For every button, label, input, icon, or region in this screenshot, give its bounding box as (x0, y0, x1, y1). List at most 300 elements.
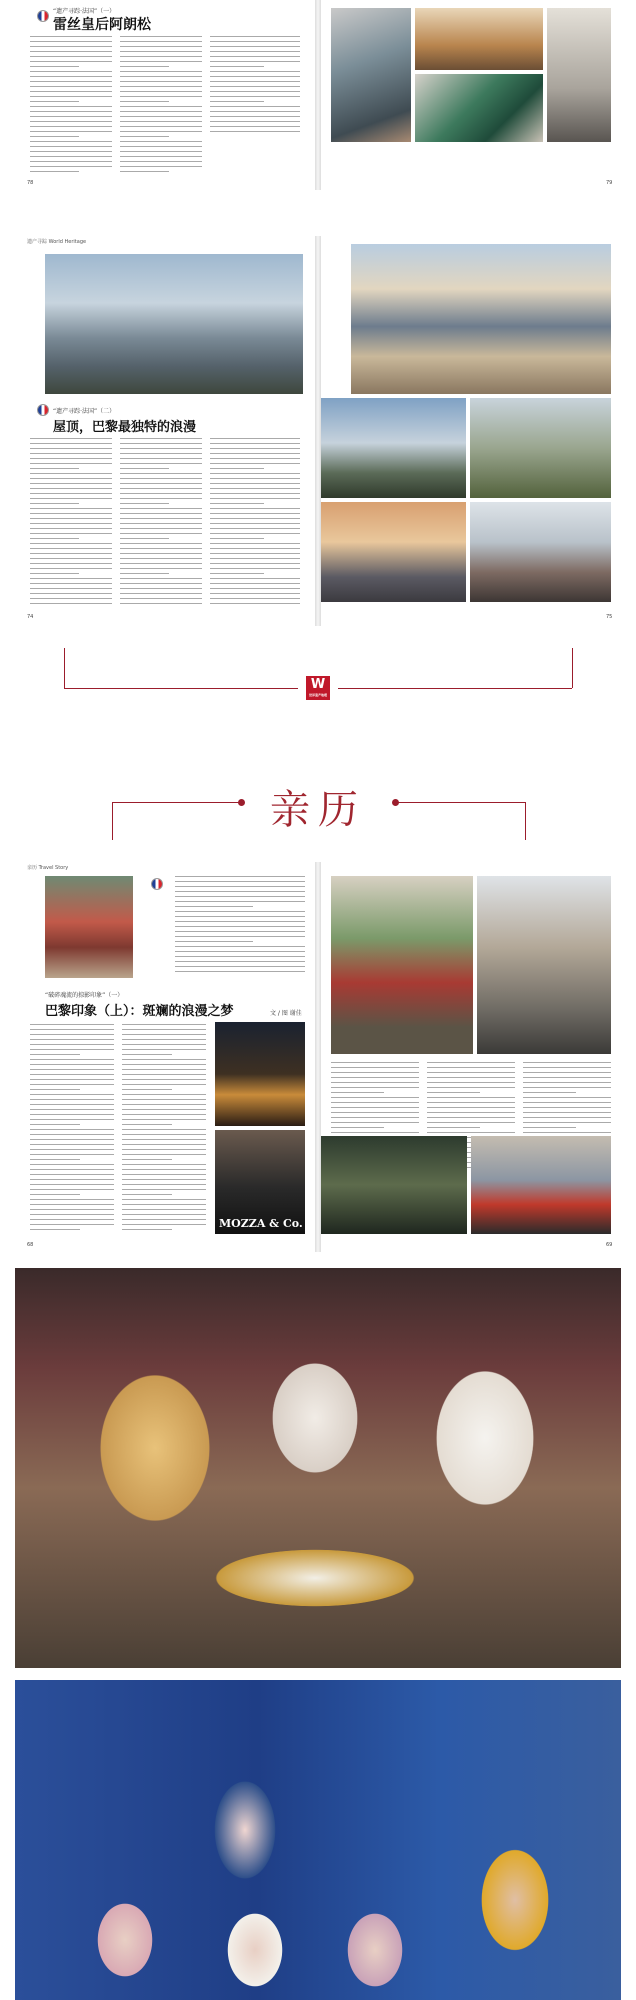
text-line (122, 1204, 206, 1205)
text-line (175, 891, 305, 892)
text-line (30, 1029, 114, 1030)
text-line (120, 453, 202, 454)
text-line (175, 961, 305, 962)
text-line (30, 1099, 114, 1100)
haussmann-rooftops-photo (351, 244, 611, 394)
text-line (175, 926, 305, 927)
text-line (210, 46, 300, 47)
divider-line (525, 802, 526, 840)
text-line (210, 81, 300, 82)
article-kicker: “遗产寻踪·法国”（一） (53, 8, 116, 15)
text-line (30, 1074, 114, 1075)
text-column (30, 1024, 114, 1234)
text-line (120, 111, 202, 112)
text-line (120, 538, 169, 539)
author-intro (175, 876, 305, 978)
text-line (30, 493, 112, 494)
text-line (122, 1099, 206, 1100)
text-line (427, 1092, 480, 1093)
article-kicker: “破碎魂流的掠影印象”（一） (45, 992, 124, 999)
text-line (331, 1067, 419, 1068)
text-line (122, 1134, 206, 1135)
text-line (427, 1097, 515, 1098)
text-line (120, 543, 202, 544)
text-column (30, 36, 112, 174)
cafe-terrace-night-photo (321, 1136, 467, 1234)
text-line (30, 468, 79, 469)
text-line (122, 1074, 206, 1075)
text-line (30, 533, 112, 534)
text-line (210, 131, 300, 132)
text-column (120, 438, 202, 608)
text-line (175, 876, 305, 877)
text-line (30, 1124, 80, 1125)
text-line (30, 503, 79, 504)
text-line (210, 71, 300, 72)
text-line (210, 448, 300, 449)
text-line (30, 443, 112, 444)
text-line (210, 513, 300, 514)
text-line (122, 1224, 206, 1225)
text-line (30, 1079, 114, 1080)
text-line (30, 161, 112, 162)
text-line (30, 1129, 114, 1130)
text-line (30, 1174, 114, 1175)
text-line (120, 588, 202, 589)
text-line (120, 468, 169, 469)
section-divider-top (0, 640, 636, 697)
text-line (122, 1119, 206, 1120)
women-in-dresses-photo (331, 876, 473, 1054)
text-line (427, 1102, 515, 1103)
text-line (30, 36, 112, 37)
text-line (523, 1092, 576, 1093)
divider-line (396, 802, 526, 803)
text-line (175, 951, 305, 952)
text-line (120, 458, 202, 459)
text-line (30, 453, 112, 454)
text-line (331, 1107, 419, 1108)
rooftop-fashion-show-photo (470, 502, 611, 602)
magazine-spread-rooftops (15, 236, 621, 626)
france-flag-icon (151, 878, 163, 890)
text-line (30, 588, 112, 589)
text-line (30, 166, 112, 167)
magazine-logo (306, 676, 330, 700)
text-line (427, 1112, 515, 1113)
text-line (210, 593, 300, 594)
text-line (30, 171, 79, 172)
text-line (30, 508, 112, 509)
text-line (210, 438, 300, 439)
divider-line (338, 688, 572, 689)
text-line (120, 493, 202, 494)
text-line (523, 1127, 576, 1128)
article-kicker: “遗产寻踪·法国”（二） (53, 408, 116, 415)
text-line (120, 488, 202, 489)
text-line (331, 1132, 419, 1133)
text-line (30, 548, 112, 549)
text-line (210, 488, 300, 489)
text-line (30, 71, 112, 72)
text-column (30, 438, 112, 608)
text-line (120, 76, 202, 77)
text-line (120, 598, 202, 599)
text-line (120, 131, 202, 132)
children-blue-door-photo (15, 1680, 621, 2000)
text-line (210, 548, 300, 549)
text-line (523, 1087, 611, 1088)
text-line (122, 1169, 206, 1170)
author-portrait-photo (45, 876, 133, 978)
text-line (523, 1112, 611, 1113)
text-line (30, 76, 112, 77)
magazine-spread-paris-impressions (15, 862, 621, 1252)
text-line (427, 1122, 515, 1123)
text-line (30, 488, 112, 489)
text-line (122, 1044, 206, 1045)
text-line (331, 1087, 419, 1088)
text-line (120, 448, 202, 449)
right-page (321, 862, 621, 1252)
text-line (30, 558, 112, 559)
text-line (30, 603, 112, 604)
text-line (210, 478, 300, 479)
text-line (175, 916, 305, 917)
text-line (210, 563, 300, 564)
text-line (210, 533, 300, 534)
article-title: 巴黎印象（上）：斑斓的浪漫之梦 (45, 1004, 234, 1019)
text-line (175, 886, 305, 887)
page-number: 75 (606, 614, 613, 620)
article-body (30, 36, 300, 174)
text-line (120, 443, 202, 444)
text-line (331, 1092, 384, 1093)
text-line (30, 1094, 114, 1095)
text-line (427, 1082, 515, 1083)
page-number: 68 (27, 1242, 34, 1248)
text-line (210, 41, 300, 42)
text-line (175, 901, 305, 902)
text-line (30, 1229, 80, 1230)
article-body (30, 438, 300, 608)
text-line (210, 36, 300, 37)
text-line (122, 1184, 206, 1185)
text-line (210, 473, 300, 474)
text-line (120, 171, 169, 172)
text-line (120, 156, 202, 157)
text-line (30, 1039, 114, 1040)
text-column (120, 36, 202, 174)
text-line (122, 1124, 172, 1125)
text-line (210, 483, 300, 484)
text-line (427, 1072, 515, 1073)
text-line (30, 126, 112, 127)
text-line (30, 568, 112, 569)
divider-line (64, 648, 65, 688)
text-line (175, 971, 305, 972)
text-line (30, 1034, 114, 1035)
text-line (30, 1049, 114, 1050)
text-line (210, 498, 300, 499)
text-line (120, 533, 202, 534)
text-line (427, 1117, 515, 1118)
text-line (210, 523, 300, 524)
text-line (122, 1109, 206, 1110)
text-line (122, 1229, 172, 1230)
text-line (120, 66, 169, 67)
article-title: 雷丝皇后阿朗松 (53, 17, 151, 33)
text-line (210, 463, 300, 464)
logo-subtitle: 世界遗产地理 (308, 693, 327, 697)
text-line (175, 936, 305, 937)
text-line (120, 513, 202, 514)
text-line (30, 1194, 80, 1195)
text-line (120, 141, 202, 142)
text-line (30, 136, 79, 137)
text-line (120, 508, 202, 509)
text-line (523, 1077, 611, 1078)
text-line (210, 583, 300, 584)
text-line (120, 573, 169, 574)
text-line (523, 1107, 611, 1108)
text-line (120, 151, 202, 152)
text-line (210, 106, 300, 107)
text-line (122, 1114, 206, 1115)
text-line (122, 1154, 206, 1155)
text-line (30, 91, 112, 92)
text-line (30, 1149, 114, 1150)
france-flag-icon (37, 10, 49, 22)
text-line (331, 1062, 419, 1063)
text-line (120, 136, 169, 137)
divider-line (572, 648, 573, 688)
page-number: 74 (27, 614, 34, 620)
france-flag-icon (37, 404, 49, 416)
text-line (210, 86, 300, 87)
street-scooter-photo (477, 876, 611, 1054)
text-line (523, 1082, 611, 1083)
text-line (122, 1149, 206, 1150)
text-line (210, 126, 300, 127)
text-line (30, 131, 112, 132)
text-line (120, 116, 202, 117)
text-line (210, 518, 300, 519)
text-line (120, 101, 169, 102)
text-line (120, 463, 202, 464)
text-line (120, 478, 202, 479)
text-line (30, 141, 112, 142)
text-line (30, 1159, 80, 1160)
text-line (523, 1067, 611, 1068)
text-line (122, 1089, 172, 1090)
text-line (30, 1209, 114, 1210)
text-line (30, 1164, 114, 1165)
text-line (30, 583, 112, 584)
text-line (210, 598, 300, 599)
text-line (122, 1194, 172, 1195)
text-line (120, 61, 202, 62)
text-line (210, 493, 300, 494)
text-column (210, 438, 300, 608)
text-line (120, 46, 202, 47)
text-line (122, 1174, 206, 1175)
text-line (210, 603, 300, 604)
text-line (120, 563, 202, 564)
left-page (15, 0, 315, 190)
text-line (120, 86, 202, 87)
text-line (120, 161, 202, 162)
rooftop-terrace-photo (470, 398, 611, 498)
text-line (523, 1097, 611, 1098)
text-line (30, 538, 79, 539)
text-line (175, 921, 305, 922)
text-line (210, 468, 264, 469)
text-line (120, 81, 202, 82)
text-line (30, 1139, 114, 1140)
text-line (30, 66, 79, 67)
text-line (120, 126, 202, 127)
text-line (30, 593, 112, 594)
text-line (30, 1114, 114, 1115)
text-line (427, 1077, 515, 1078)
text-line (210, 76, 300, 77)
text-line (120, 498, 202, 499)
text-line (122, 1059, 206, 1060)
text-line (175, 911, 305, 912)
text-line (122, 1159, 172, 1160)
page-number: 78 (27, 180, 34, 186)
text-line (120, 438, 202, 439)
text-line (210, 96, 300, 97)
section-title: 亲历 (270, 787, 366, 833)
text-line (30, 1154, 114, 1155)
text-line (30, 598, 112, 599)
text-line (30, 1059, 114, 1060)
text-line (122, 1029, 206, 1030)
text-line (331, 1112, 419, 1113)
text-line (30, 111, 112, 112)
text-line (331, 1077, 419, 1078)
text-line (427, 1062, 515, 1063)
text-line (120, 121, 202, 122)
article-title: 屋顶，巴黎最独特的浪漫 (53, 420, 197, 435)
text-line (122, 1054, 172, 1055)
text-line (210, 443, 300, 444)
text-line (30, 1054, 80, 1055)
text-line (120, 106, 202, 107)
text-line (120, 548, 202, 549)
text-line (30, 458, 112, 459)
text-line (30, 1119, 114, 1120)
text-line (30, 1224, 114, 1225)
workshop-room-photo (415, 8, 543, 70)
text-line (427, 1067, 515, 1068)
text-line (122, 1079, 206, 1080)
rooftop-jumpers-photo (321, 502, 466, 602)
text-line (210, 91, 300, 92)
text-line (120, 558, 202, 559)
text-column (210, 36, 300, 174)
text-line (210, 458, 300, 459)
text-line (30, 1024, 114, 1025)
lace-detail-photo (415, 74, 543, 142)
text-line (30, 1214, 114, 1215)
text-line (427, 1127, 480, 1128)
text-line (30, 573, 79, 574)
text-line (210, 51, 300, 52)
text-line (120, 51, 202, 52)
text-line (175, 941, 253, 942)
text-line (122, 1039, 206, 1040)
text-line (122, 1144, 206, 1145)
text-line (30, 518, 112, 519)
text-line (122, 1034, 206, 1035)
text-column (122, 1024, 206, 1234)
text-line (210, 121, 300, 122)
text-line (30, 81, 112, 82)
text-line (122, 1104, 206, 1105)
text-line (30, 1104, 114, 1105)
article-byline: 文 / 图 谢佳 (270, 1010, 302, 1017)
text-line (30, 1134, 114, 1135)
text-line (523, 1102, 611, 1103)
lace-motif-photo (547, 8, 611, 142)
text-line (122, 1139, 206, 1140)
text-line (331, 1072, 419, 1073)
text-line (30, 46, 112, 47)
lace-maker-portrait-photo (331, 8, 411, 142)
text-line (30, 96, 112, 97)
text-line (120, 91, 202, 92)
magazine-spread-lace (15, 0, 621, 190)
text-line (30, 1189, 114, 1190)
running-head: 遗产寻踪 World Heritage (27, 239, 87, 245)
text-line (210, 578, 300, 579)
text-line (122, 1024, 206, 1025)
text-line (122, 1084, 206, 1085)
text-line (30, 578, 112, 579)
text-line (427, 1087, 515, 1088)
right-page (321, 0, 621, 190)
text-line (122, 1199, 206, 1200)
text-line (122, 1179, 206, 1180)
text-line (210, 61, 300, 62)
text-line (210, 568, 300, 569)
paris-eiffel-skyline-photo (45, 254, 303, 394)
text-line (30, 151, 112, 152)
eiffel-dusk-photo (321, 398, 466, 498)
text-line (30, 543, 112, 544)
text-line (30, 116, 112, 117)
text-line (120, 483, 202, 484)
text-line (120, 473, 202, 474)
logo-letter: W (310, 677, 326, 692)
text-line (210, 453, 300, 454)
text-line (30, 1064, 114, 1065)
text-line (30, 1144, 114, 1145)
text-line (175, 931, 305, 932)
text-line (175, 896, 305, 897)
text-line (120, 41, 202, 42)
text-line (30, 1044, 114, 1045)
text-line (30, 86, 112, 87)
text-line (30, 1179, 114, 1180)
text-line (523, 1072, 611, 1073)
text-line (523, 1117, 611, 1118)
text-line (30, 478, 112, 479)
text-line (120, 568, 202, 569)
